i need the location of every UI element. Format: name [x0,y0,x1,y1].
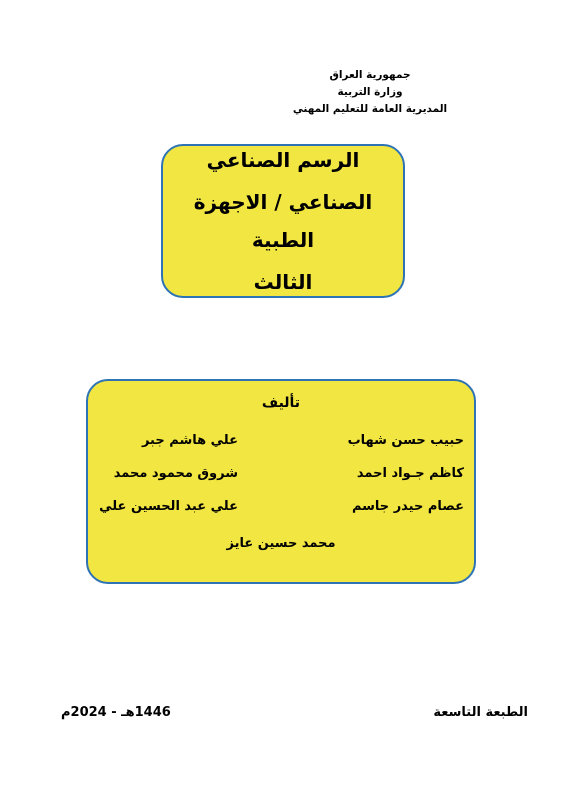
authors-label: تأليف [261,395,301,411]
book-specialty: الصناعي / الاجهزة الطبية [193,190,373,252]
author-name: كاظم جـواد احمد [356,466,464,481]
edition-label: الطبعة التاسعة [433,705,528,720]
author-name: علي هاشم جبر [141,433,238,448]
issuing-authority [260,67,480,118]
publication-year: 1446هـ - 2024م [61,705,171,720]
book-grade: الثالث [253,270,313,294]
author-name: حبيب حسن شهاب [347,433,464,448]
title-box [161,144,405,298]
country-name: جمهورية العراق [329,69,411,81]
ministry-name: وزارة التربية [337,86,403,98]
author-name: علي عبد الحسين علي [99,499,238,514]
author-name: عصام حيدر جاسم [351,499,464,514]
book-title: الرسم الصناعي [206,148,360,172]
author-name: شروق محمود محمد [113,466,238,481]
authors-box [86,379,476,584]
author-name: محمد حسين عايز [226,536,336,551]
directorate-name: المديرية العامة للتعليم المهني [292,103,448,115]
